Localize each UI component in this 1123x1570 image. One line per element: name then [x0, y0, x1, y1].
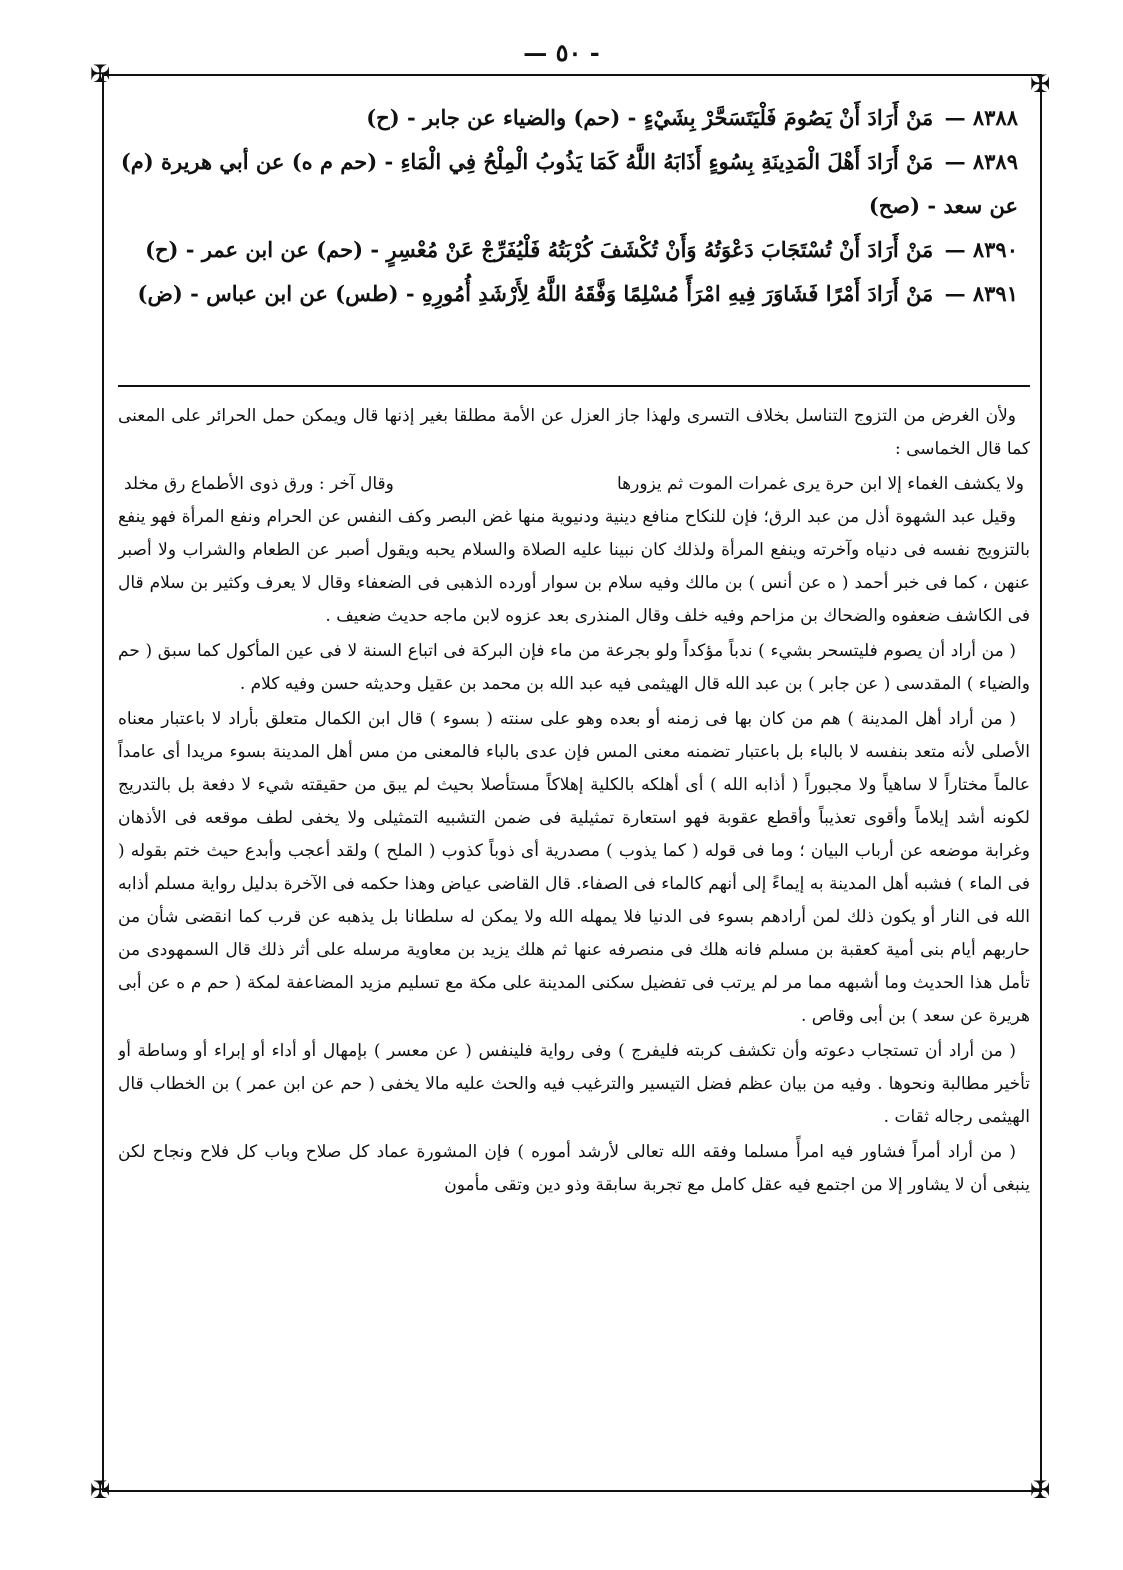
hadith-text: مَنْ أَرَادَ أَنْ تُسْتَجَابَ دَعْوَتُهُ وَأَنْ تُكْشَفَ كُرْبَتُهُ فَلْيُفَرِّجْ عَنْ مُعْسِرٍ - (حم) عن ابن عمر - (ح): [145, 237, 934, 262]
hadith-text: مَنْ أَرَادَ أَنْ يَصُومَ فَلْيَتَسَحَّرْ بِشَيْءٍ - (حم) والضياء عن جابر - (ح): [366, 105, 934, 130]
poetry-verse: [118, 468, 1030, 501]
commentary-paragraph: ( من أراد أن تستجاب دعوته وأن تكشف كربته فليفرج ) وفى رواية فلينفس ( عن معسر ) بإمهال أو أداء أو إبراء أو وساطة أو تأخير مطالبة ونحوها . وفيه من بيان عظم فضل التيسير والترغيب فيه والحث عليه مالا يخفى ( حم عن ابن عمر ) بن الخطاب قال الهيثمى رجاله ثقات .: [118, 1041, 1030, 1127]
hadith-number: ٨٣٩٠ —: [944, 237, 1018, 262]
hadith-number: ٨٣٨٨ —: [944, 105, 1018, 130]
hadith-entry: [118, 228, 1030, 272]
hadith-entry: [118, 272, 1030, 316]
page-number: — ٥٠ -: [523, 38, 600, 67]
corner-ornament-icon: ✠: [1029, 70, 1051, 98]
hadith-number: ٨٣٩١ —: [944, 281, 1018, 306]
hadith-entry: [118, 96, 1030, 140]
hadith-entry: [118, 140, 1030, 228]
hadith-text: مَنْ أَرَادَ أَهْلَ الْمَدِينَةِ بِسُوءٍ أَذَابَهُ اللَّهُ كَمَا يَذُوبُ الْمِلْحُ فِي الْمَاءِ - (حم م ه) عن أبي هريرة (م) عن سعد - (صح): [120, 149, 1018, 218]
hadith-number: ٨٣٨٩ —: [944, 149, 1018, 174]
section-divider: [118, 385, 1030, 387]
commentary-paragraph: ( من أراد أهل المدينة ) هم من كان بها فى زمنه أو بعده وهو على سنته ( بسوء ) قال ابن الكمال متعلق بأراد لا باعتبار معناه الأصلى لأنه متعد بنفسه لا بالباء بل باعتبار تضمنه معنى المس فإن عدى بالباء فالمعنى من مس أهل المدينة بسوء مريدا أى عامداً عالماً مختاراً لا ساهياً ولا مجبوراً ( أذابه الله ) أى أهلكه بالكلية إهلاكاً مستأصلا بحيث لم يبق من حقيقته شيء لا دفعة بل بالتدريج لكونه أشد إيلاماً وأقوى تعذيباً وأقطع عقوبة فهو استعارة تمثيلية فى ضمن التشبيه التمثيلى ولا يخفى لطف موقعه فى الأذهان وغرابة موضعه عن أرباب البيان ؛ وما فى قوله ( كما يذوب ) مصدرية أى ذوباً كذوب ( الملح ) ولقد أعجب وأبدع حيث ختم بقوله ( فى الماء ) فشبه أهل المدينة به إيماءً إلى أنهم كالماء فى الصفاء. قال القاضى عياض وهذا حكمه فى الآخرة بدليل رواية مسلم أذابه الله فى النار أو يكون ذلك لمن أرادهم بسوء فى الدنيا فلا يمهله الله ولا يمكن له سلطانا بل يذهبه عن قرب كما انقضى شأن من حاربهم أيام بنى أمية كعقبة بن مسلم فانه هلك فى منصرفه عنها ثم هلك يزيد بن معاوية مرسله على أثر ذلك قال السمهودى من تأمل هذا الحديث وما أشبهه مما مر لم يرتب فى تفضيل سكنى المدينة على مكة مع تسليم مزيد المضاعفة لمكة ( حم م ه عن أبى هريرة عن سعد ) بن أبى وقاص .: [118, 709, 1030, 1026]
hadith-text: مَنْ أَرَادَ أَمْرًا فَشَاوَرَ فِيهِ امْرَأً مُسْلِمًا وَفَّقَهُ اللَّهُ لِأَرْشَدِ أُمُورِهِ - (طس) عن ابن عباس - (ض): [137, 281, 934, 306]
commentary-paragraph: ( من أراد أن يصوم فليتسحر بشيء ) ندباً مؤكداً ولو بجرعة من ماء فإن البركة فى اتباع السنة لا فى عين المأكول كما سبق ( حم والضياء ) المقدسى ( عن جابر ) بن عبد الله قال الهيثمى فيه عبد الله بن محمد بن عقيل وحديثه حسن وفيه كلام .: [118, 641, 1030, 694]
verse-right: ولا يكشف الغماء إلا ابن حرة يرى غمرات الموت ثم يزورها: [616, 474, 1024, 494]
verse-left: وقال آخر : ورق ذوى الأطماع رق مخلد: [124, 474, 394, 494]
corner-ornament-icon: ✠: [89, 1476, 111, 1504]
commentary-paragraph: وقيل عبد الشهوة أذل من عبد الرق؛ فإن للنكاح منافع دينية ودنيوية منها غض البصر وكف النفس عن الحرام ونفع المرأة فهو ينفع بالتزويج نفسه فى دنياه وآخرته وينفع المرأة ولذلك كان نبينا عليه الصلاة والسلام يحبه ويقول أصبر عن الطعام والشراب ولا أصبر عنهن ، كما فى خبر أحمد ( ه عن أنس ) بن مالك وفيه سلام بن سوار أورده الذهبى فى الضعفاء وقال لا يعرف وكثير بن سلام قال فى الكاشف ضعفوه والضحاك بن مزاحم وفيه خلف وقال المنذرى بعد عزوه لابن ماجه حديث ضعيف .: [118, 507, 1030, 626]
hadith-list: [118, 96, 1030, 364]
corner-ornament-icon: ✠: [89, 60, 111, 88]
commentary-body: [118, 400, 1030, 1480]
commentary-paragraph: ولأن الغرض من التزوج التناسل بخلاف التسرى ولهذا جاز العزل عن الأمة مطلقا بغير إذنها قال ويمكن حمل الحرائر على المعنى كما قال الخماسى :: [118, 406, 1030, 459]
corner-ornament-icon: ✠: [1029, 1476, 1051, 1504]
commentary-paragraph: ( من أراد أمراً فشاور فيه امرأً مسلما وفقه الله تعالى لأرشد أموره ) فإن المشورة عماد كل صلاح وباب كل فلاح ونجاح لكن ينبغى أن لا يشاور إلا من اجتمع فيه عقل كامل مع تجربة سابقة وذو دين وتقى مأمون: [118, 1142, 1030, 1195]
